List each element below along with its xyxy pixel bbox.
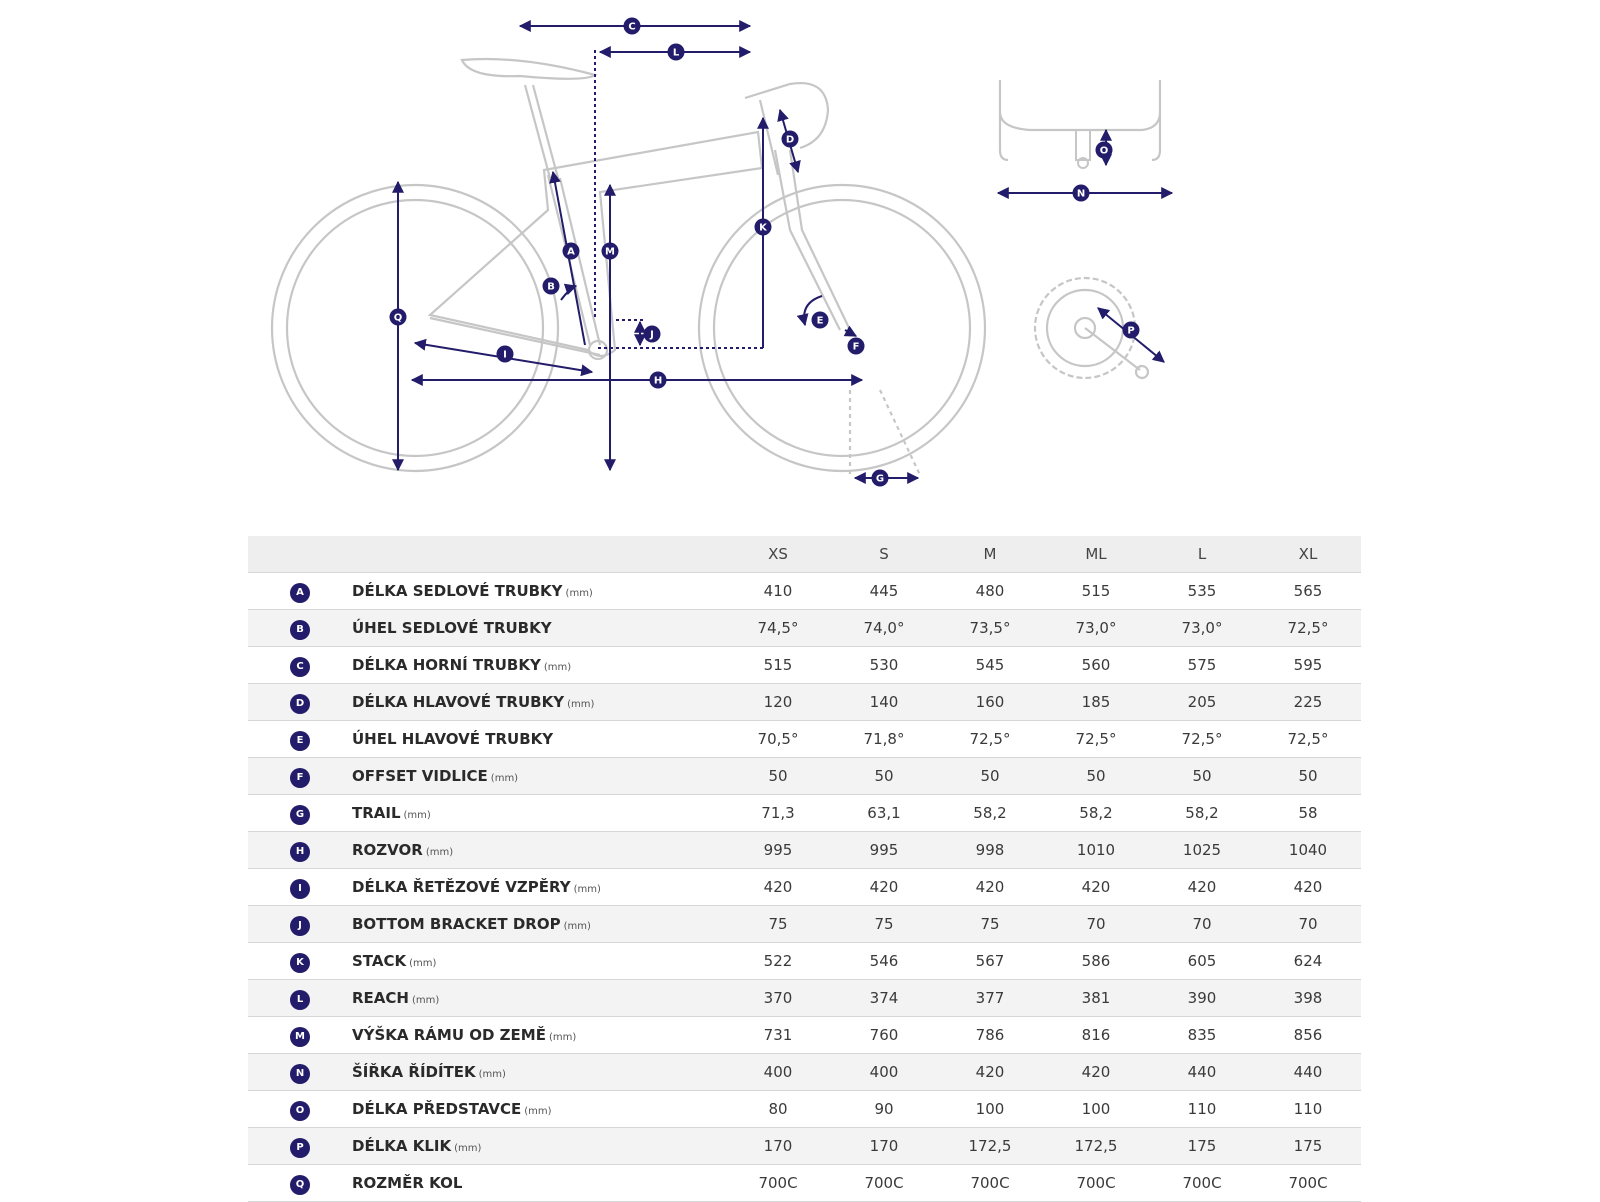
diagram-marker-p [1123, 322, 1140, 339]
table-row [248, 1054, 1361, 1091]
measurement-value: 560 [1081, 656, 1111, 674]
measurement-value: 80 [768, 1100, 788, 1118]
measurement-value: 50 [1086, 767, 1106, 785]
diagram-marker-a [563, 243, 580, 260]
badge-cell [248, 1017, 352, 1054]
table-row [248, 1091, 1361, 1128]
letter-badge: E [290, 731, 310, 751]
front-rim [714, 200, 970, 456]
measurement-value: 522 [763, 952, 793, 970]
diagram-marker-k [755, 219, 772, 236]
measurement-label: ROZMĚR KOL [352, 1174, 463, 1192]
measurement-label: ÚHEL HLAVOVÉ TRUBKY [352, 730, 554, 748]
measurement-label-cell [352, 869, 725, 906]
measurement-label-cell [352, 684, 725, 721]
marker-letter: C [628, 21, 636, 33]
letter-badge: C [290, 657, 310, 677]
measurement-value: 398 [1293, 989, 1323, 1007]
measurement-value: 1010 [1076, 841, 1116, 859]
measurement-label: TRAIL [352, 804, 401, 822]
diagram-marker-e [812, 312, 829, 329]
letter-badge: O [290, 1101, 310, 1121]
measurement-unit: (mm) [563, 921, 591, 932]
badge-cell [248, 1128, 352, 1165]
marker-letter: Q [393, 312, 403, 324]
diagram-marker-l [668, 44, 685, 61]
measurement-value: 700C [758, 1174, 798, 1192]
measurement-label: DÉLKA PŘEDSTAVCE [352, 1100, 522, 1118]
measurement-value: 72,5° [1287, 730, 1329, 748]
measurement-value: 760 [869, 1026, 899, 1044]
measurement-value: 370 [763, 989, 793, 1007]
measurement-label: OFFSET VIDLICE [352, 767, 488, 785]
marker-letter: F [852, 341, 860, 353]
size-header-l: L [1197, 545, 1207, 563]
badge-cell [248, 795, 352, 832]
measurement-value: 110 [1293, 1100, 1323, 1118]
measurement-label-cell [352, 943, 725, 980]
measurement-label: ROZVOR [352, 841, 423, 859]
measurement-value: 856 [1293, 1026, 1323, 1044]
measurement-value: 731 [763, 1026, 793, 1044]
measurement-label: DÉLKA HLAVOVÉ TRUBKY [352, 693, 565, 711]
measurement-unit: (mm) [425, 847, 454, 858]
measurement-value: 72,5° [1287, 619, 1329, 637]
saddle [462, 59, 595, 79]
measurement-label-cell [352, 1165, 725, 1202]
header-empty [248, 536, 352, 573]
measurement-label-cell [352, 610, 725, 647]
bike-outline [272, 59, 985, 475]
measurement-value: 605 [1187, 952, 1217, 970]
letter-badge: L [290, 990, 310, 1010]
size-header-row [248, 536, 1361, 573]
measurement-value: 700C [1076, 1174, 1116, 1192]
measurement-value: 700C [864, 1174, 904, 1192]
marker-letter: H [653, 375, 663, 387]
measurement-label: REACH [352, 989, 409, 1007]
measurement-value: 58,2 [1185, 804, 1219, 822]
measurement-value: 170 [869, 1137, 899, 1155]
measurement-value: 420 [1081, 1063, 1111, 1081]
letter-badge: M [290, 1027, 310, 1047]
badge-cell [248, 573, 352, 610]
measurement-value: 72,5° [1181, 730, 1223, 748]
measurement-value: 140 [869, 693, 899, 711]
measurement-value: 700C [970, 1174, 1010, 1192]
measurement-label-cell [352, 1017, 725, 1054]
table-row [248, 1017, 1361, 1054]
crankset-view [1035, 278, 1164, 378]
table-row [248, 647, 1361, 684]
measurement-label-cell [352, 795, 725, 832]
measurement-value: 170 [763, 1137, 793, 1155]
handlebar-top-view [998, 80, 1172, 193]
measurement-value: 185 [1081, 693, 1111, 711]
letter-badge: D [290, 694, 310, 714]
size-header-xs: XS [768, 545, 788, 563]
badge-cell [248, 758, 352, 795]
letter-badge: Q [290, 1175, 310, 1195]
size-header-s: S [879, 545, 889, 563]
diagram-marker-g [872, 470, 889, 487]
badge-cell [248, 906, 352, 943]
measurement-value: 1025 [1182, 841, 1222, 859]
measurement-value: 440 [1187, 1063, 1217, 1081]
badge-cell [248, 832, 352, 869]
measurement-value: 400 [763, 1063, 793, 1081]
badge-cell [248, 1165, 352, 1202]
measurement-unit: (mm) [478, 1069, 506, 1080]
marker-letter: I [503, 349, 507, 361]
measurement-value: 225 [1293, 693, 1323, 711]
measurement-label: STACK [352, 952, 407, 970]
measurement-label-cell [352, 980, 725, 1017]
measurement-value: 530 [869, 656, 899, 674]
table-row [248, 1128, 1361, 1165]
measurement-value: 565 [1293, 582, 1323, 600]
table-row [248, 832, 1361, 869]
table-row [248, 943, 1361, 980]
measurement-value: 71,3 [761, 804, 795, 822]
measurement-value: 90 [874, 1100, 894, 1118]
measurement-unit: (mm) [524, 1106, 552, 1117]
measurement-label-cell [352, 1054, 725, 1091]
measurement-value: 70,5° [757, 730, 799, 748]
measurement-value: 480 [975, 582, 1005, 600]
measurement-value: 100 [1081, 1100, 1111, 1118]
table-row [248, 906, 1361, 943]
marker-letter: N [1076, 188, 1086, 200]
measurement-label-cell [352, 832, 725, 869]
measurement-value: 995 [869, 841, 899, 859]
marker-letter: J [650, 329, 654, 341]
measurement-label-cell [352, 906, 725, 943]
measurement-label: DÉLKA ŘETĚZOVÉ VZPĚRY [352, 878, 571, 896]
measurement-value: 75 [768, 915, 788, 933]
trail-guide [850, 390, 920, 475]
measurement-value: 50 [1192, 767, 1212, 785]
marker-letter: B [547, 281, 555, 293]
measurement-value: 172,5 [968, 1137, 1012, 1155]
measurement-value: 100 [975, 1100, 1005, 1118]
diagram-marker-m [602, 243, 619, 260]
marker-letter: G [875, 473, 885, 485]
letter-badge: A [290, 583, 310, 603]
measurement-value: 420 [975, 1063, 1005, 1081]
measurement-label-cell [352, 1091, 725, 1128]
rear-wheel [272, 185, 558, 471]
measurement-value: 515 [1081, 582, 1111, 600]
letter-badge: P [290, 1138, 310, 1158]
measurement-value: 70 [1298, 915, 1318, 933]
measurement-value: 175 [1293, 1137, 1323, 1155]
diagram-marker-c [624, 18, 641, 35]
measurement-value: 58,2 [973, 804, 1007, 822]
measurement-value: 58 [1298, 804, 1318, 822]
measurement-unit: (mm) [543, 662, 572, 673]
badge-cell [248, 1054, 352, 1091]
badge-cell [248, 610, 352, 647]
diagram-marker-h [650, 372, 667, 389]
table-row [248, 684, 1361, 721]
measurement-value: 74,5° [757, 619, 799, 637]
badge-cell [248, 721, 352, 758]
bike-geometry-diagram [0, 0, 1600, 500]
badge-cell [248, 647, 352, 684]
measurement-value: 50 [874, 767, 894, 785]
measurement-value: 205 [1187, 693, 1217, 711]
measurement-value: 50 [1298, 767, 1318, 785]
measurement-value: 567 [975, 952, 1005, 970]
measurement-value: 420 [763, 878, 793, 896]
measurement-label: VÝŠKA RÁMU OD ZEMĚ [352, 1026, 546, 1044]
measurement-value: 172,5 [1074, 1137, 1118, 1155]
measurement-value: 998 [975, 841, 1005, 859]
table-row [248, 573, 1361, 610]
marker-letter: E [816, 315, 824, 327]
measurement-value: 374 [869, 989, 899, 1007]
measurement-label-cell [352, 1128, 725, 1165]
measurement-value: 440 [1293, 1063, 1323, 1081]
measurement-value: 700C [1182, 1174, 1222, 1192]
measurement-value: 546 [869, 952, 899, 970]
rear-rim [287, 200, 543, 456]
measurement-unit: (mm) [490, 773, 519, 784]
measurement-value: 575 [1187, 656, 1217, 674]
diagram-marker-o [1096, 142, 1113, 159]
marker-letter: A [567, 246, 575, 258]
measurement-value: 110 [1187, 1100, 1217, 1118]
diagram-marker-f [848, 338, 865, 355]
measurement-unit: (mm) [573, 884, 601, 895]
diagram-marker-n [1073, 185, 1090, 202]
measurement-value: 816 [1081, 1026, 1111, 1044]
measurement-value: 70 [1192, 915, 1212, 933]
measurement-unit: (mm) [403, 810, 431, 821]
measurement-value: 595 [1293, 656, 1323, 674]
table-row [248, 980, 1361, 1017]
measurement-value: 72,5° [969, 730, 1011, 748]
diagram-marker-q [390, 309, 407, 326]
measurement-value: 545 [975, 656, 1005, 674]
measurement-value: 420 [869, 878, 899, 896]
measurement-value: 63,1 [867, 804, 901, 822]
letter-badge: I [290, 879, 310, 899]
letter-badge: B [290, 620, 310, 640]
size-header-ml: ML [1085, 545, 1107, 563]
size-header-m: M [983, 545, 997, 563]
measurement-value: 835 [1187, 1026, 1217, 1044]
badge-cell [248, 943, 352, 980]
measurement-label: DÉLKA SEDLOVÉ TRUBKY [352, 582, 563, 600]
marker-letter: K [759, 222, 767, 234]
measurement-value: 420 [1081, 878, 1111, 896]
measurement-unit: (mm) [411, 995, 440, 1006]
size-header-xl: XL [1298, 545, 1318, 563]
diagram-marker-d [782, 131, 799, 148]
marker-letter: P [1127, 325, 1135, 337]
geometry-table [248, 536, 1361, 1202]
measurement-value: 74,0° [863, 619, 905, 637]
measurement-value: 75 [980, 915, 1000, 933]
measurement-value: 70 [1086, 915, 1106, 933]
measurement-value: 515 [763, 656, 793, 674]
badge-cell [248, 684, 352, 721]
measurement-value: 445 [869, 582, 899, 600]
measurement-label-cell [352, 573, 725, 610]
measurement-unit: (mm) [409, 958, 437, 969]
header-empty [352, 536, 725, 573]
measurement-value: 410 [763, 582, 793, 600]
measurement-value: 390 [1187, 989, 1217, 1007]
marker-letter: O [1099, 145, 1109, 157]
diagram-marker-i [497, 346, 514, 363]
table-row [248, 1165, 1361, 1202]
marker-letter: M [605, 246, 615, 258]
marker-letter: D [785, 134, 795, 146]
measurement-label: DÉLKA KLIK [352, 1137, 452, 1155]
measurement-unit: (mm) [565, 588, 593, 599]
table-row [248, 721, 1361, 758]
measurement-value: 50 [768, 767, 788, 785]
letter-badge: H [290, 842, 310, 862]
table-row [248, 795, 1361, 832]
measurement-value: 586 [1081, 952, 1111, 970]
measurement-value: 175 [1187, 1137, 1217, 1155]
measurement-label: BOTTOM BRACKET DROP [352, 915, 561, 933]
measurement-label: ÚHEL SEDLOVÉ TRUBKY [352, 619, 552, 637]
badge-cell [248, 869, 352, 906]
table-row [248, 610, 1361, 647]
table-row [248, 869, 1361, 906]
measurement-value: 786 [975, 1026, 1005, 1044]
measurement-label-cell [352, 758, 725, 795]
measurement-value: 73,0° [1075, 619, 1117, 637]
measurement-value: 73,5° [969, 619, 1011, 637]
measurement-value: 377 [975, 989, 1005, 1007]
measurement-label: DÉLKA HORNÍ TRUBKY [352, 656, 541, 674]
measurement-value: 1040 [1288, 841, 1328, 859]
front-wheel [699, 185, 985, 471]
measurement-value: 72,5° [1075, 730, 1117, 748]
measurement-value: 160 [975, 693, 1005, 711]
measurement-value: 535 [1187, 582, 1217, 600]
marker-letter: L [672, 47, 680, 59]
measurement-value: 420 [975, 878, 1005, 896]
seatpost [525, 85, 558, 178]
measurement-unit: (mm) [548, 1032, 577, 1043]
seat-tube [548, 175, 600, 345]
measurement-value: 71,8° [863, 730, 905, 748]
measurement-value: 73,0° [1181, 619, 1223, 637]
measurement-unit: (mm) [567, 699, 595, 710]
measurement-value: 420 [1187, 878, 1217, 896]
measurement-value: 420 [1293, 878, 1323, 896]
measurement-lines [398, 26, 918, 478]
diagram-marker-b [543, 278, 560, 295]
measurement-value: 58,2 [1079, 804, 1113, 822]
measurement-label: ŠÍŘKA ŘÍDÍTEK [352, 1063, 476, 1081]
measurement-unit: (mm) [454, 1143, 482, 1154]
measurement-label-cell [352, 647, 725, 684]
letter-badge: J [290, 916, 310, 936]
measurement-value: 400 [869, 1063, 899, 1081]
measurement-value: 995 [763, 841, 793, 859]
measurement-label-cell [352, 721, 725, 758]
diagram-marker-j [644, 326, 661, 343]
measurement-value: 700C [1288, 1174, 1328, 1192]
badge-cell [248, 1091, 352, 1128]
letter-badge: G [290, 805, 310, 825]
table-row [248, 758, 1361, 795]
measurement-value: 624 [1293, 952, 1323, 970]
measurement-value: 50 [980, 767, 1000, 785]
fork [775, 150, 850, 330]
letter-badge: F [290, 768, 310, 788]
badge-cell [248, 980, 352, 1017]
letter-badge: N [290, 1064, 310, 1084]
measurement-value: 120 [763, 693, 793, 711]
measurement-value: 75 [874, 915, 894, 933]
measurement-value: 381 [1081, 989, 1111, 1007]
letter-badge: K [290, 953, 310, 973]
